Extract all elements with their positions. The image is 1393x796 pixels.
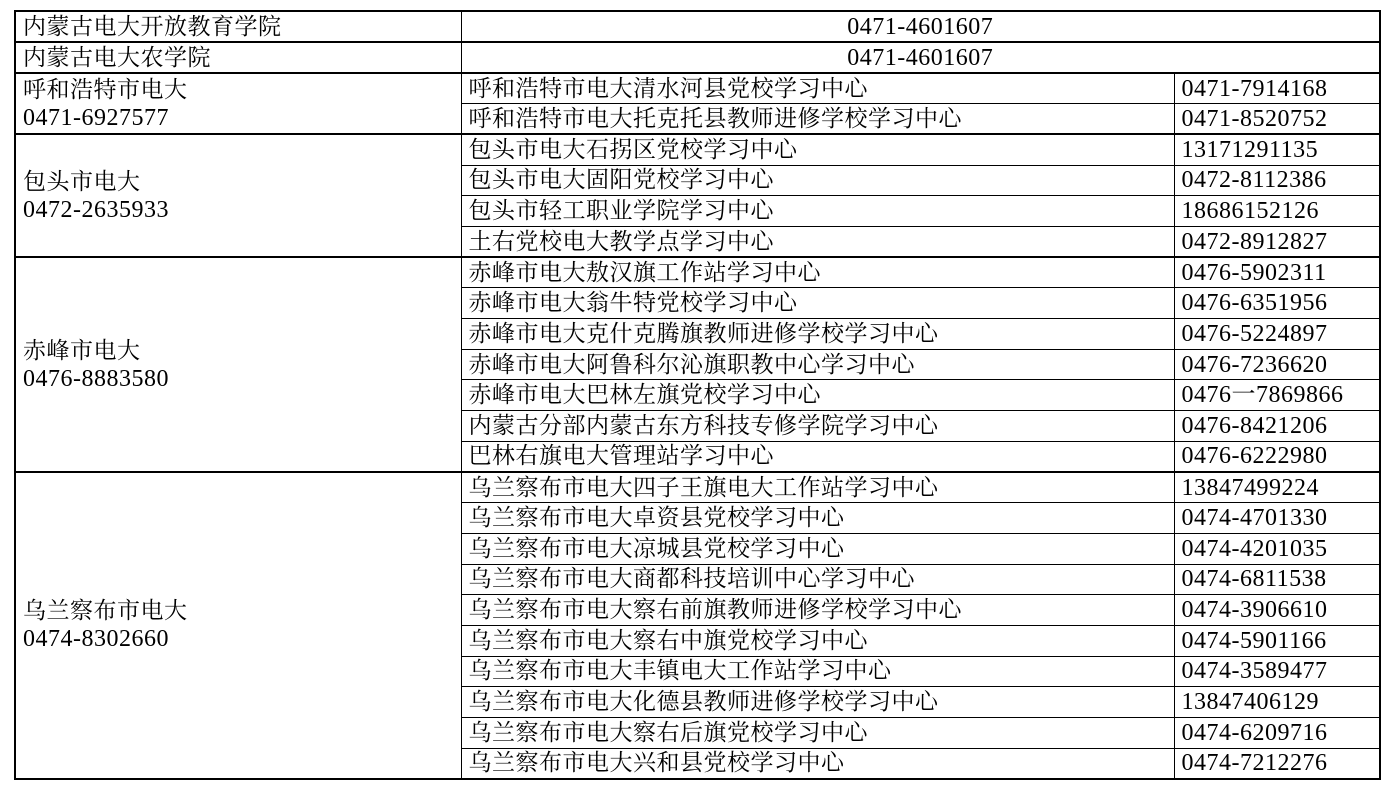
center-row	[15, 257, 1380, 288]
center-name-cell: 乌兰察布市电大兴和县党校学习中心	[461, 748, 1174, 779]
branch-cell	[15, 73, 461, 134]
center-phone-cell: 13847406129	[1174, 687, 1380, 718]
center-name-cell: 包头市电大固阳党校学习中心	[461, 165, 1174, 196]
center-name-cell: 乌兰察布市电大察右后旗党校学习中心	[461, 717, 1174, 748]
center-name-cell: 乌兰察布市电大化德县教师进修学校学习中心	[461, 687, 1174, 718]
center-name-cell: 呼和浩特市电大托克托县教师进修学校学习中心	[461, 104, 1174, 135]
center-name-cell: 乌兰察布市电大卓资县党校学习中心	[461, 503, 1174, 534]
center-phone-cell: 0476-7236620	[1174, 349, 1380, 380]
center-phone-cell: 0474-6811538	[1174, 564, 1380, 595]
center-phone-cell: 0471-7914168	[1174, 73, 1380, 104]
center-phone-cell: 0474-3589477	[1174, 656, 1380, 687]
center-phone-cell: 0474-5901166	[1174, 625, 1380, 656]
branch-name: 乌兰察布市电大	[23, 598, 188, 624]
center-phone-cell: 13847499224	[1174, 472, 1380, 503]
center-phone-cell: 0474-6209716	[1174, 717, 1380, 748]
center-row	[15, 73, 1380, 104]
branch-cell	[15, 11, 461, 42]
center-name-cell: 巴林右旗电大管理站学习中心	[461, 441, 1174, 472]
center-name-cell: 包头市电大石拐区党校学习中心	[461, 134, 1174, 165]
center-name-cell: 呼和浩特市电大清水河县党校学习中心	[461, 73, 1174, 104]
center-phone-cell: 0476-6351956	[1174, 288, 1380, 319]
center-phone-cell: 18686152126	[1174, 196, 1380, 227]
branch-cell	[15, 42, 461, 73]
center-name-cell: 乌兰察布市电大察右前旗教师进修学校学习中心	[461, 595, 1174, 626]
branch-cell	[15, 472, 461, 779]
center-phone-cell: 0474-7212276	[1174, 748, 1380, 779]
branch-phone: 0471-6927577	[23, 104, 169, 131]
center-name-cell: 土右党校电大教学点学习中心	[461, 226, 1174, 257]
center-phone-cell: 0474-4201035	[1174, 533, 1380, 564]
center-phone-cell: 0476-6222980	[1174, 441, 1380, 472]
center-phone-cell: 0472-8912827	[1174, 226, 1380, 257]
center-name-cell: 赤峰市电大克什克腾旗教师进修学校学习中心	[461, 319, 1174, 350]
branch-name: 赤峰市电大	[23, 337, 141, 363]
center-name-cell: 赤峰市电大敖汉旗工作站学习中心	[461, 257, 1174, 288]
center-phone-cell: 0476-5224897	[1174, 319, 1380, 350]
center-name-cell: 乌兰察布市电大丰镇电大工作站学习中心	[461, 656, 1174, 687]
center-name-cell: 内蒙古分部内蒙古东方科技专修学院学习中心	[461, 411, 1174, 442]
branch-phone: 0474-8302660	[23, 626, 169, 653]
center-name-cell: 乌兰察布市电大商都科技培训中心学习中心	[461, 564, 1174, 595]
center-phone-cell: 13171291135	[1174, 134, 1380, 165]
center-phone-cell: 0474-4701330	[1174, 503, 1380, 534]
branch-name: 包头市电大	[23, 168, 141, 194]
contact-table	[14, 10, 1381, 780]
branch-phone: 0476-8883580	[23, 365, 169, 392]
branch-cell	[15, 257, 461, 472]
center-row	[15, 472, 1380, 503]
center-phone-cell: 0474-3906610	[1174, 595, 1380, 626]
center-name-cell: 包头市轻工职业学院学习中心	[461, 196, 1174, 227]
merged-phone-cell: 0471-4601607	[461, 11, 1380, 42]
branch-phone: 0472-2635933	[23, 196, 169, 223]
center-name-cell: 赤峰市电大阿鲁科尔沁旗职教中心学习中心	[461, 349, 1174, 380]
branch-name: 内蒙古电大开放教育学院	[23, 13, 282, 39]
merged-phone-cell: 0471-4601607	[461, 42, 1380, 73]
center-phone-cell: 0472-8112386	[1174, 165, 1380, 196]
center-phone-cell: 0476-8421206	[1174, 411, 1380, 442]
branch-name: 呼和浩特市电大	[23, 76, 188, 102]
center-name-cell: 赤峰市电大巴林左旗党校学习中心	[461, 380, 1174, 411]
center-phone-cell: 0476一7869866	[1174, 380, 1380, 411]
center-name-cell: 赤峰市电大翁牛特党校学习中心	[461, 288, 1174, 319]
branch-cell	[15, 134, 461, 257]
center-phone-cell: 0476-5902311	[1174, 257, 1380, 288]
center-name-cell: 乌兰察布市电大凉城县党校学习中心	[461, 533, 1174, 564]
table-body	[15, 11, 1380, 779]
center-phone-cell: 0471-8520752	[1174, 104, 1380, 135]
center-row	[15, 134, 1380, 165]
branch-row	[15, 11, 1380, 42]
center-name-cell: 乌兰察布市电大察右中旗党校学习中心	[461, 625, 1174, 656]
branch-name: 内蒙古电大农学院	[23, 44, 211, 70]
branch-row	[15, 42, 1380, 73]
center-name-cell: 乌兰察布市电大四子王旗电大工作站学习中心	[461, 472, 1174, 503]
